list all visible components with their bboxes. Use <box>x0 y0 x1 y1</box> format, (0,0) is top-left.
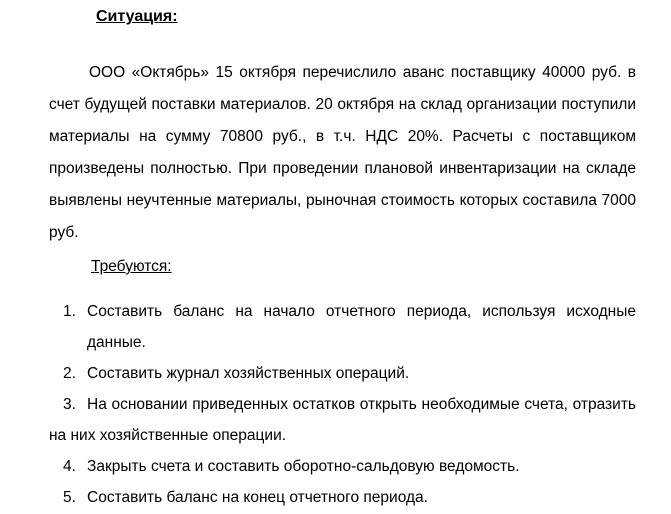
situation-heading: Ситуация: <box>96 8 178 25</box>
requirement-text: Составить баланс на конец отчетного периода. <box>87 489 428 506</box>
requirement-item-5 <box>49 482 636 513</box>
requirement-text: Составить журнал хозяйственных операций. <box>87 365 410 382</box>
situation-paragraph: ООО «Октябрь» 15 октября перечислило аванс поставщику 40000 руб. в счет будущей поставки материалов. 20 октября на склад организации поступили материалы на сумму 70800 руб., в т.ч. НДС 20%. Расчеты с поставщиком произведены полностью. При проведении плановой инвентаризации на складе выявлены неучтенные материалы, рыночная стоимость которых составила 7000 руб. <box>49 64 636 241</box>
requirement-number: 1. <box>63 303 76 320</box>
requirement-text: Закрыть счета и составить оборотно-сальдовую ведомость. <box>87 458 520 475</box>
requirement-number: 3. <box>63 396 76 413</box>
requirement-item-4 <box>49 451 636 482</box>
requirement-number: 2. <box>63 365 76 382</box>
requirement-item-1 <box>49 296 636 358</box>
requirement-text: Составить баланс на начало отчетного периода, используя исходные данные. <box>87 303 636 351</box>
requirements-list <box>49 296 636 513</box>
requirement-text: На основании приведенных остатков открыть необходимые счета, отразить на них хозяйственные операции. <box>49 396 636 444</box>
requirement-number: 4. <box>63 458 76 475</box>
requirement-item-3 <box>49 389 636 451</box>
requirements-heading: Требуются: <box>91 258 172 275</box>
requirement-number: 5. <box>63 489 76 506</box>
requirement-item-2 <box>49 358 636 389</box>
